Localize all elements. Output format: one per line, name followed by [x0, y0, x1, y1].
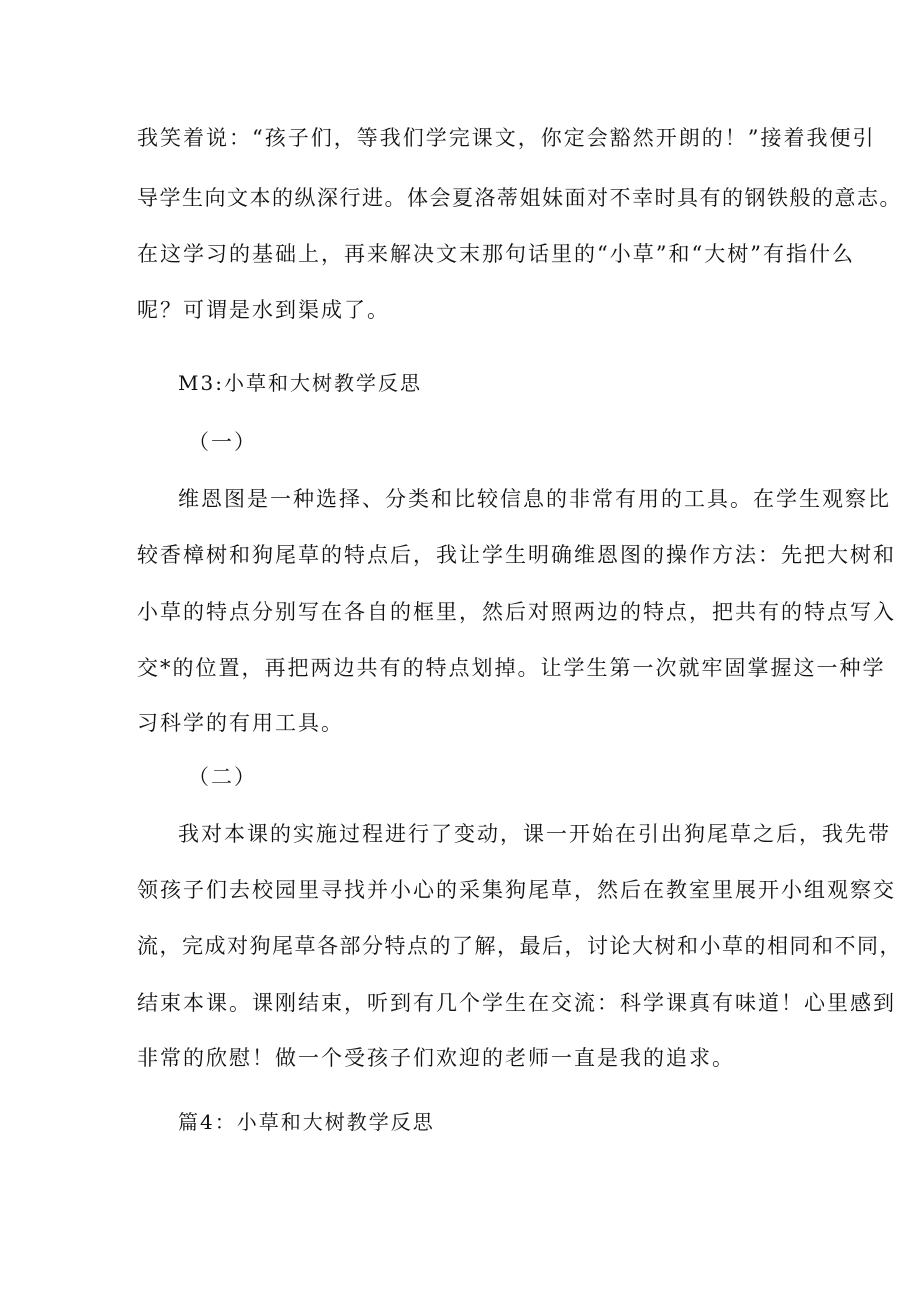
paragraph-line: 习科学的有用工具。 [137, 711, 344, 735]
paragraph-line: 非常的欣慰！做一个受孩子们欢迎的老师一直是我的追求。 [137, 1046, 735, 1070]
paragraph-line: 领孩子们去校园里寻找并小心的采集狗尾草，然后在教室里展开小组观察交 [137, 878, 896, 902]
section-title-3: M3:小草和大树教学反思 [178, 371, 422, 395]
part-label-1: （一） [188, 430, 257, 454]
paragraph-line: 流，完成对狗尾草各部分特点的了解，最后，讨论大树和小草的相同和不同， [137, 934, 902, 958]
section-title-4: 篇4：小草和大树教学反思 [178, 1110, 435, 1134]
part-label-2: （二） [188, 765, 257, 789]
paragraph-line: 我对本课的实施过程进行了变动，课一开始在引出狗尾草之后，我先带 [178, 822, 891, 846]
paragraph-line: 小草的特点分别写在各自的框里，然后对照两边的特点，把共有的特点写入 [137, 600, 896, 624]
paragraph-line: 导学生向文本的纵深行进。体会夏洛蒂姐妹面对不幸时具有的钢铁般的意志。 [137, 186, 902, 210]
paragraph-line: 在这学习的基础上，再来解决文末那句话里的“小草”和“大树”有指什么 [137, 242, 855, 266]
paragraph-line: 呢？可谓是水到渠成了。 [137, 298, 390, 322]
paragraph-line: 较香樟树和狗尾草的特点后，我让学生明确维恩图的操作方法：先把大树和 [137, 543, 896, 567]
paragraph-line: 维恩图是一种选择、分类和比较信息的非常有用的工具。在学生观察比 [178, 487, 891, 511]
paragraph-line: 我笑着说：“孩子们，等我们学完课文，你定会豁然开朗的！”接着我便引 [137, 126, 876, 150]
paragraph-line: 结束本课。课刚结束，听到有几个学生在交流：科学课真有味道！心里感到 [137, 991, 896, 1015]
paragraph-line: 交*的位置，再把两边共有的特点划掉。让学生第一次就牢固掌握这一种学 [137, 656, 886, 680]
